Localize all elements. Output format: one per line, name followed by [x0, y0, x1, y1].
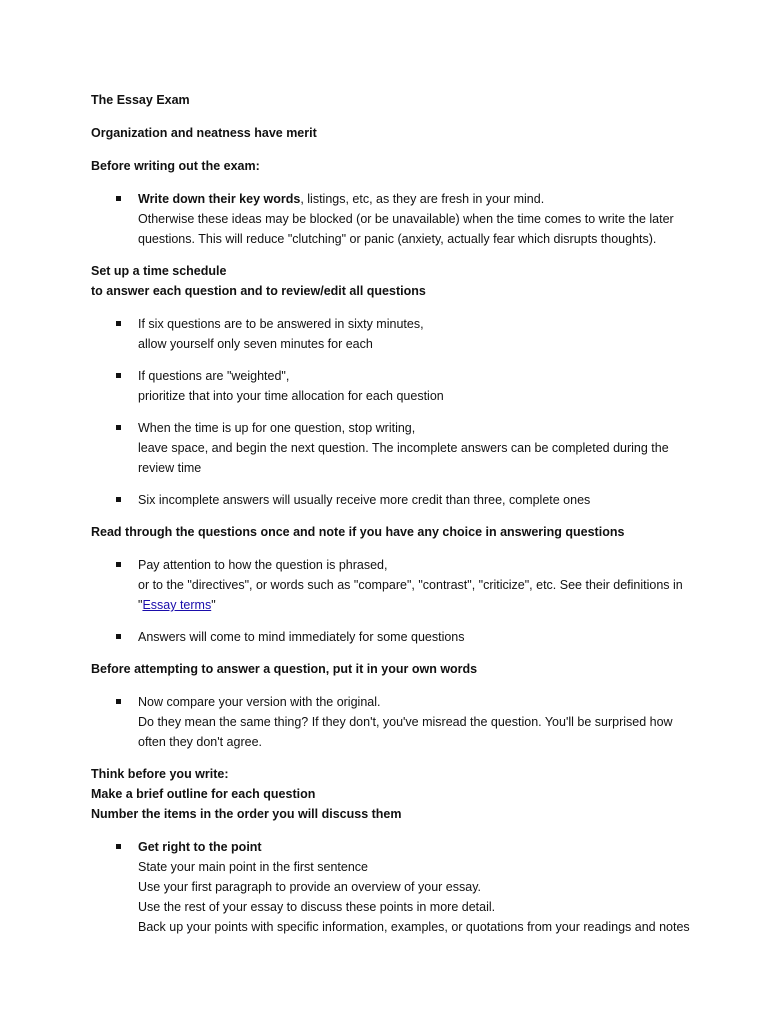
schedule-list [91, 314, 691, 510]
own-words-list [91, 692, 691, 752]
before-list [91, 189, 691, 249]
read-heading: Read through the questions once and note if you have any choice in answering questions [91, 525, 625, 539]
schedule-heading: Set up a time schedule to answer each question and to review/edit all questions [91, 264, 426, 298]
list-item: Pay attention to how the question is phrased, or to the "directives", or words such as "compare", "contrast", "criticize", etc. See their definitions in "Essay terms" [91, 555, 691, 615]
list-item: Get right to the point State your main point in the first sentence Use your first paragraph to provide an overview of your essay. Use the rest of your essay to discuss these points in more detail. Back up your points with specific information, examples, or quotations from your readings and notes [91, 837, 691, 937]
subtitle: Organization and neatness have merit [91, 126, 317, 140]
list-item [91, 189, 691, 249]
document-page [91, 90, 691, 949]
list-item-text: , listings, etc, as they are fresh in your mind. [300, 192, 545, 206]
list-item: Answers will come to mind immediately for some questions [91, 627, 691, 647]
essay-terms-link[interactable]: Essay terms [142, 598, 212, 612]
list-item-text: Otherwise these ideas may be blocked (or be unavailable) when the time comes to write the later questions. This will reduce "clutching" or panic (anxiety, actually fear which disrupts thoughts). [138, 212, 674, 246]
read-list [91, 555, 691, 647]
think-heading: Think before you write: Make a brief outline for each question Number the items in the order you will discuss them [91, 767, 402, 821]
list-item: If six questions are to be answered in sixty minutes, allow yourself only seven minutes for each [91, 314, 691, 354]
own-words-heading: Before attempting to answer a question, put it in your own words [91, 662, 478, 676]
before-heading: Before writing out the exam: [91, 159, 260, 173]
list-item: Now compare your version with the original. Do they mean the same thing? If they don't, you've misread the question. You'll be surprised how often they don't agree. [91, 692, 691, 752]
list-item: If questions are "weighted", prioritize that into your time allocation for each question [91, 366, 691, 406]
point-list [91, 837, 691, 937]
document-title: The Essay Exam [91, 93, 190, 107]
key-words-emphasis: Write down their key words [138, 192, 301, 206]
list-item: When the time is up for one question, stop writing, leave space, and begin the next question. The incomplete answers can be completed during the review time [91, 418, 691, 478]
list-item: Six incomplete answers will usually receive more credit than three, complete ones [91, 490, 691, 510]
